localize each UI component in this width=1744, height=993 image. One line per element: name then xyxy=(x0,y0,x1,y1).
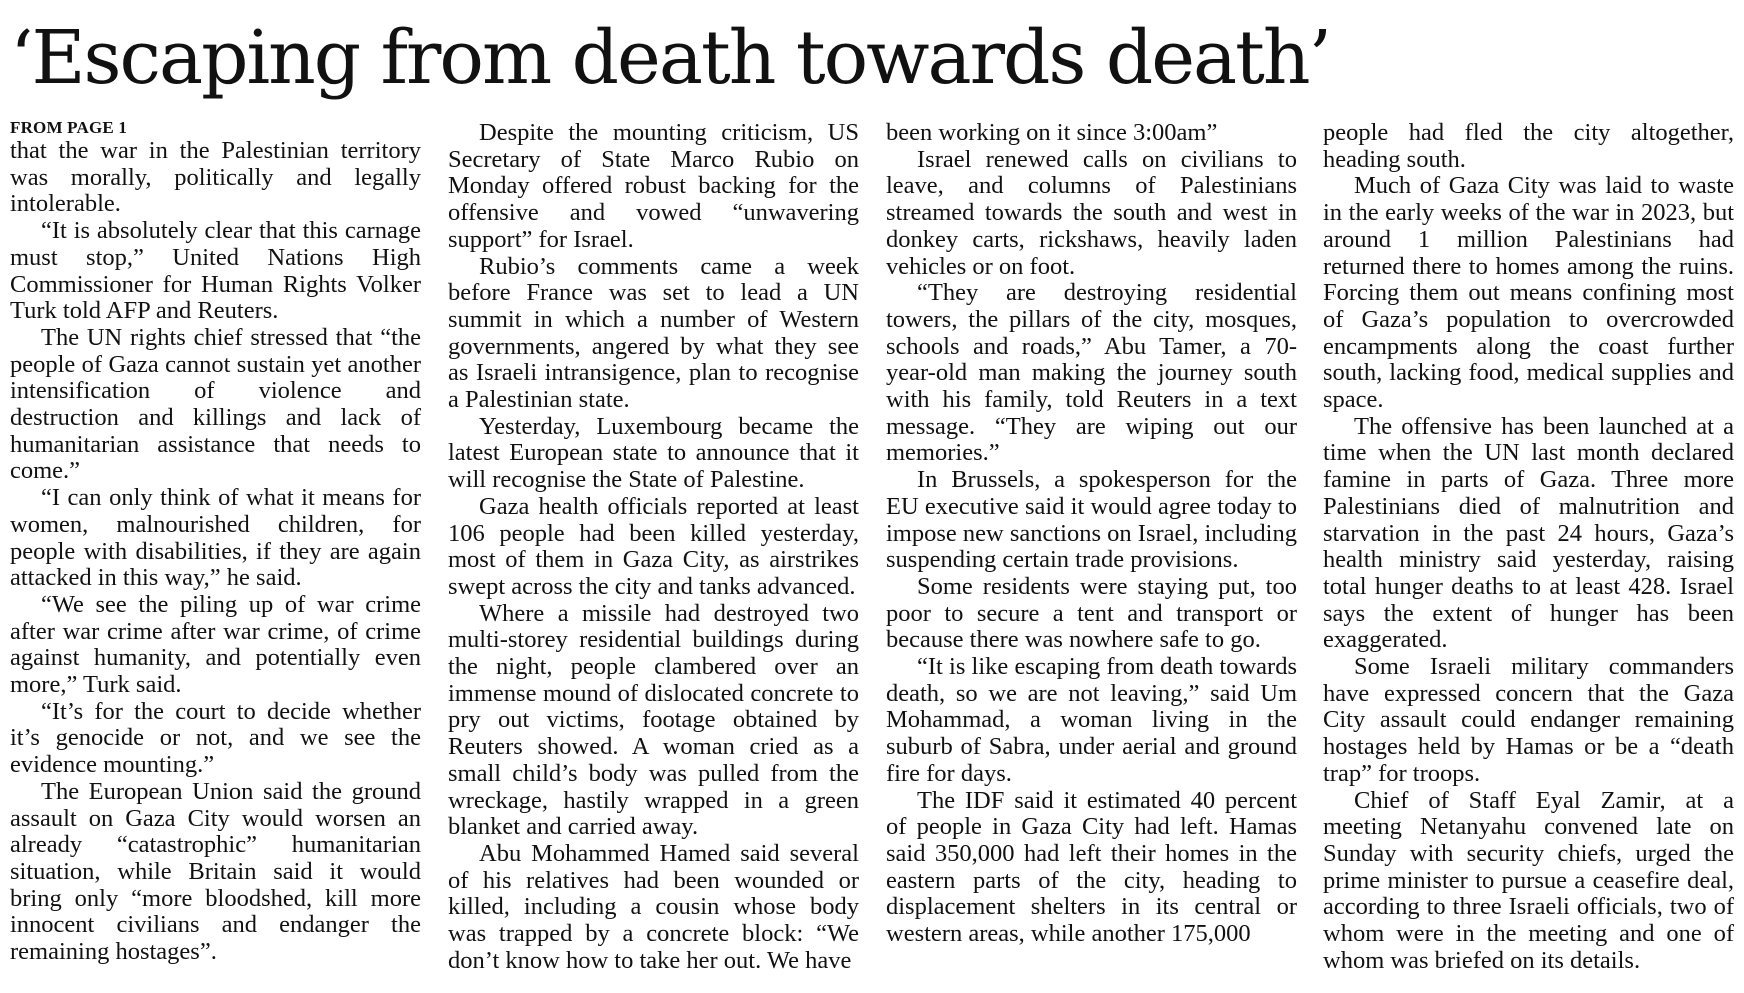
paragraph: Israel renewed calls on civilians to leave, and columns of Palestinians streamed towards the south and west in donkey carts, rickshaws, heavily laden vehicles or on foot. xyxy=(886,145,1297,280)
paragraph: In Brussels, a spokesperson for the EU executive said it would agree today to impose new sanctions on Israel, including suspending certain trade provisions. xyxy=(886,466,1297,574)
paragraph: been working on it since 3:00am” xyxy=(886,119,1218,146)
paragraph: Some Israeli military commanders have expressed concern that the Gaza City assault could endanger remaining hostages held by Hamas or be a “death trap” for troops. xyxy=(1323,653,1734,787)
article-column-4 xyxy=(1323,120,1734,975)
paragraph: The European Union said the ground assault on Gaza City would worsen an already “catastrophic” humanitarian situation, while Britain said it would bring only “more bloodshed, kill more innocent civilians and endanger the remaining hostages”. xyxy=(10,777,421,966)
article-column-1 xyxy=(10,138,421,966)
paragraph: Chief of Staff Eyal Zamir, at a meeting Netanyahu convened late on Sunday with security chiefs, urged the prime minister to pursue a ceasefire deal, according to three Israeli officials, two of whom were in the meeting and one of whom was briefed on its details. xyxy=(1323,786,1734,974)
paragraph: Gaza health officials reported at least 106 people had been killed yesterday, most of them in Gaza City, as airstrikes swept across the city and tanks advanced. xyxy=(448,492,859,600)
paragraph: Yesterday, Luxembourg became the latest European state to announce that it will recognise the State of Palestine. xyxy=(448,412,859,494)
paragraph: Where a missile had destroyed two multi-storey residential buildings during the night, people clambered over an immense mound of dislocated concrete to pry out victims, footage obtained by Reuters showed. A woman cried as a small child’s body was pulled from the wreckage, hastily wrapped in a green blanket and carried away. xyxy=(448,599,859,841)
paragraph: that the war in the Palestinian territory was morally, politically and legally intolerable. xyxy=(10,137,421,218)
article-column-2 xyxy=(448,120,859,975)
paragraph: people had fled the city altogether, heading south. xyxy=(1323,119,1734,173)
paragraph: Despite the mounting criticism, US Secretary of State Marco Rubio on Monday offered robust backing for the offensive and vowed “unwavering support” for Israel. xyxy=(448,119,859,253)
paragraph: “It is like escaping from death towards death, so we are not leaving,” said Um Mohammad, a woman living in the suburb of Sabra, under aerial and ground fire for days. xyxy=(886,653,1297,787)
paragraph: The offensive has been launched at a time when the UN last month declared famine in parts of Gaza. Three more Palestinians died of malnutrition and starvation in the past 24 hours, Gaza’s health ministry said yesterday, raising total hunger deaths to at least 428. Israel says the extent of hunger has been exaggerated. xyxy=(1323,412,1734,654)
paragraph: Rubio’s comments came a week before France was set to lead a UN summit in which a number of Western governments, angered by what they see as Israeli intransigence, plan to recognise a Palestinian state. xyxy=(448,252,859,414)
paragraph: Much of Gaza City was laid to waste in the early weeks of the war in 2023, but around 1 million Palestinians had returned there to homes among the ruins. Forcing them out means confining most of Gaza’s population to overcrowded encampments along the coast further south, lacking food, medical supplies and space. xyxy=(1323,172,1734,414)
paragraph: “I can only think of what it means for women, malnourished children, for people with disabilities, if they are again attacked in this way,” he said. xyxy=(10,484,421,592)
paragraph: “It is absolutely clear that this carnage must stop,” United Nations High Commissioner for Human Rights Volker Turk told AFP and Reuters. xyxy=(10,217,421,325)
paragraph: “We see the piling up of war crime after war crime after war crime, of crime against humanity, and potentially even more,” Turk said. xyxy=(10,590,421,699)
paragraph: “They are destroying residential towers, the pillars of the city, mosques, schools and roads,” Abu Tamer, a 70-year-old man making the journey south with his family, told Reuters in a text message. “They are wiping out our memories.” xyxy=(886,279,1297,467)
headline: ‘Escaping from death towards death’ xyxy=(10,15,1331,101)
paragraph: The IDF said it estimated 40 percent of people in Gaza City had left. Hamas said 350,000 had left their homes in the eastern parts of the city, heading to displacement shelters in its central or western areas, while another 175,000 xyxy=(886,786,1297,948)
paragraph: Abu Mohammed Hamed said several of his relatives had been wounded or killed, including a cousin whose body was trapped by a concrete block: “We don’t know how to take her out. We have xyxy=(448,839,859,974)
paragraph: Some residents were staying put, too poor to secure a tent and transport or because there was nowhere safe to go. xyxy=(886,572,1297,654)
kicker: FROM PAGE 1 xyxy=(10,118,128,137)
paragraph: The UN rights chief stressed that “the people of Gaza cannot sustain yet another intensification of violence and destruction and killings and lack of humanitarian assistance that needs to come.” xyxy=(10,323,421,485)
article-column-3 xyxy=(886,120,1297,948)
paragraph: “It’s for the court to decide whether it’s genocide or not, and we see the evidence mounting.” xyxy=(10,697,421,779)
